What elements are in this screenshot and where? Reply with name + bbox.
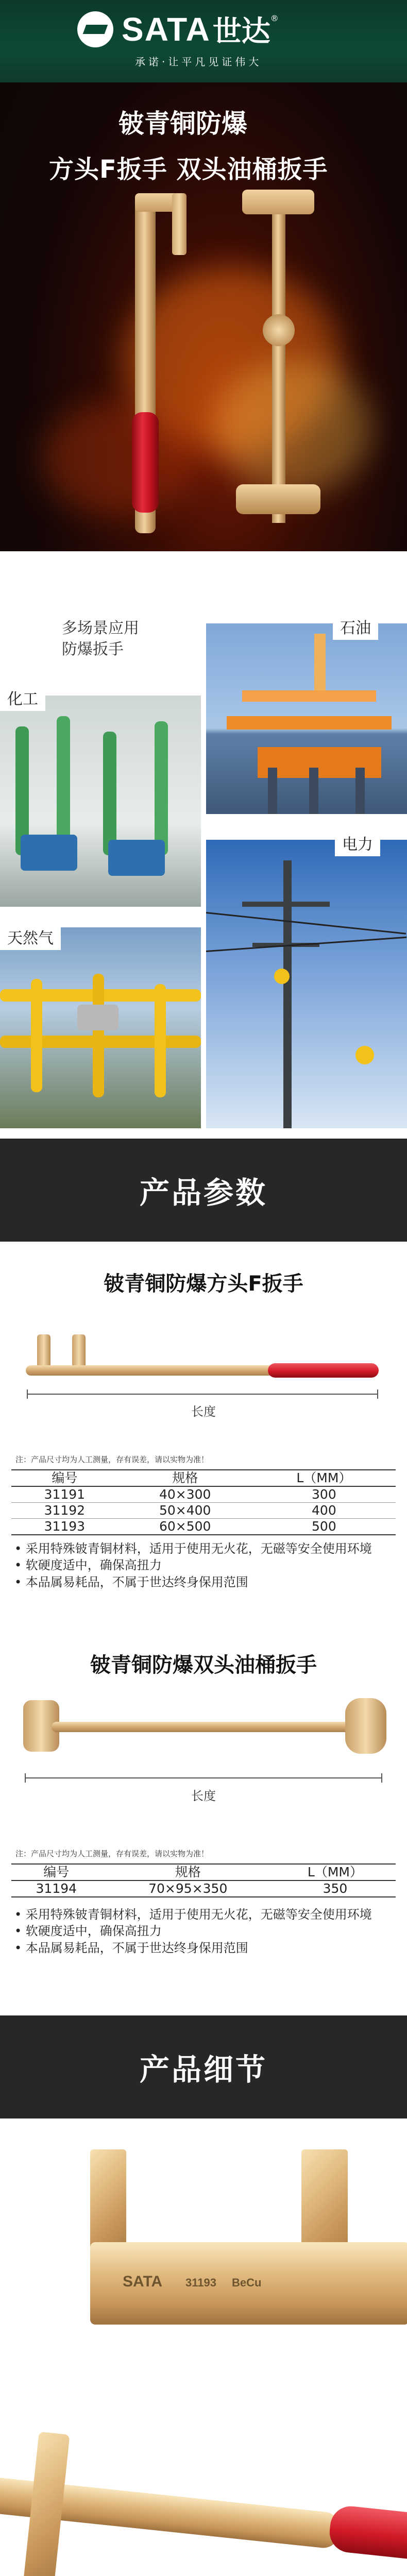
measurement-note: 注：产品尺寸均为人工测量，存有误差，请以实物为准！	[15, 1849, 209, 1858]
table-cell: 40×300	[159, 1487, 211, 1502]
table-cell: 31194	[36, 1881, 77, 1896]
application-scenarios	[0, 551, 407, 1128]
length-dimension-line	[27, 1394, 378, 1395]
table-cell: 31192	[44, 1503, 86, 1518]
fire-glow	[216, 361, 371, 495]
table-header-row	[11, 1470, 396, 1486]
table-row	[11, 1486, 396, 1503]
registered-mark: ®	[270, 13, 279, 23]
table-cell: 500	[312, 1519, 336, 1534]
logo-cn-text: 世达	[212, 15, 270, 48]
chemical-plant-photo	[0, 696, 201, 907]
column-header: L（MM）	[307, 1865, 363, 1879]
spec-table	[11, 1863, 396, 1897]
column-header: 编号	[52, 1470, 78, 1485]
scenario-tag-chemical: 化工	[0, 684, 45, 711]
table-row	[11, 1503, 396, 1519]
table-cell: 50×400	[159, 1503, 211, 1518]
brand-slogan: 承诺·让平凡见证伟大	[135, 56, 262, 68]
column-header: L（MM）	[296, 1470, 352, 1485]
table-row	[11, 1880, 396, 1897]
scenario-tag-power: 电力	[335, 829, 380, 856]
section-title: 产品参数	[139, 1175, 267, 1210]
length-label: 长度	[191, 1789, 216, 1803]
length-dimension-line	[25, 1777, 382, 1778]
feature-list	[14, 1906, 396, 1956]
product-title: 铍青铜防爆双头油桶扳手	[90, 1653, 317, 1677]
scenarios-title-line: 多场景应用	[62, 619, 139, 637]
length-label: 长度	[191, 1404, 216, 1419]
hero-banner	[0, 0, 407, 551]
table-cell: 400	[312, 1503, 336, 1518]
sata-logo[interactable]	[77, 11, 279, 47]
logo-text: SATA	[122, 11, 211, 48]
red-grip	[328, 2504, 407, 2563]
brand-bar	[0, 0, 407, 82]
product-title: 铍青铜防爆方头F扳手	[104, 1272, 303, 1296]
column-header: 规格	[175, 1865, 201, 1879]
table-cell: 31193	[44, 1519, 86, 1534]
red-grip	[268, 1363, 379, 1378]
hero-title: 铍青铜防爆	[118, 109, 247, 139]
detail-f-head-closeup	[0, 2119, 407, 2392]
red-grip	[132, 412, 159, 513]
oil-rig-photo	[206, 623, 407, 814]
scenarios-title-line: 防爆扳手	[62, 640, 124, 658]
engraving-material: BeCu	[232, 2276, 262, 2289]
table-cell: 350	[323, 1881, 348, 1896]
table-row	[11, 1519, 396, 1535]
power-line-photo	[206, 840, 407, 1128]
spec-table	[11, 1469, 396, 1535]
scenarios-title	[62, 618, 139, 660]
measurement-note: 注：产品尺寸均为人工测量，存有误差，请以实物为准！	[15, 1455, 209, 1464]
feature-list	[14, 1540, 396, 1590]
section-header-params	[0, 1139, 407, 1242]
table-cell: 31191	[44, 1487, 86, 1502]
table-cell: 60×500	[159, 1519, 211, 1534]
feature-item: • 本品属易耗品，不属于世达终身保用范围	[14, 1574, 396, 1590]
scenario-tag-oil: 石油	[333, 613, 378, 640]
feature-item: • 本品属易耗品，不属于世达终身保用范围	[14, 1940, 396, 1956]
detail-handle-closeup	[0, 2392, 407, 2576]
section-title: 产品细节	[139, 2052, 267, 2087]
feature-item: • 采用特殊铍青铜材料，适用于使用无火花，无磁等安全使用环境	[14, 1540, 396, 1557]
column-header: 编号	[43, 1865, 70, 1879]
feature-item: • 采用特殊铍青铜材料，适用于使用无火花，无磁等安全使用环境	[14, 1906, 396, 1923]
engraving-brand: SATA	[123, 2273, 163, 2290]
fire-glow	[41, 402, 196, 515]
column-header: 规格	[172, 1470, 198, 1485]
table-cell: 70×95×350	[148, 1881, 228, 1896]
feature-item: • 软硬度适中，确保高扭力	[14, 1923, 396, 1939]
engraving-model: 31193	[185, 2276, 216, 2289]
table-cell: 300	[312, 1487, 336, 1502]
scenario-tag-gas: 天然气	[0, 923, 61, 950]
natural-gas-station-photo	[0, 927, 201, 1128]
feature-item: • 软硬度适中，确保高扭力	[14, 1557, 396, 1573]
hero-subtitle: 方头F扳手 双头油桶扳手	[49, 155, 328, 184]
section-header-details	[0, 2015, 407, 2119]
table-header-row	[11, 1864, 396, 1880]
sata-logo-icon	[77, 11, 113, 47]
